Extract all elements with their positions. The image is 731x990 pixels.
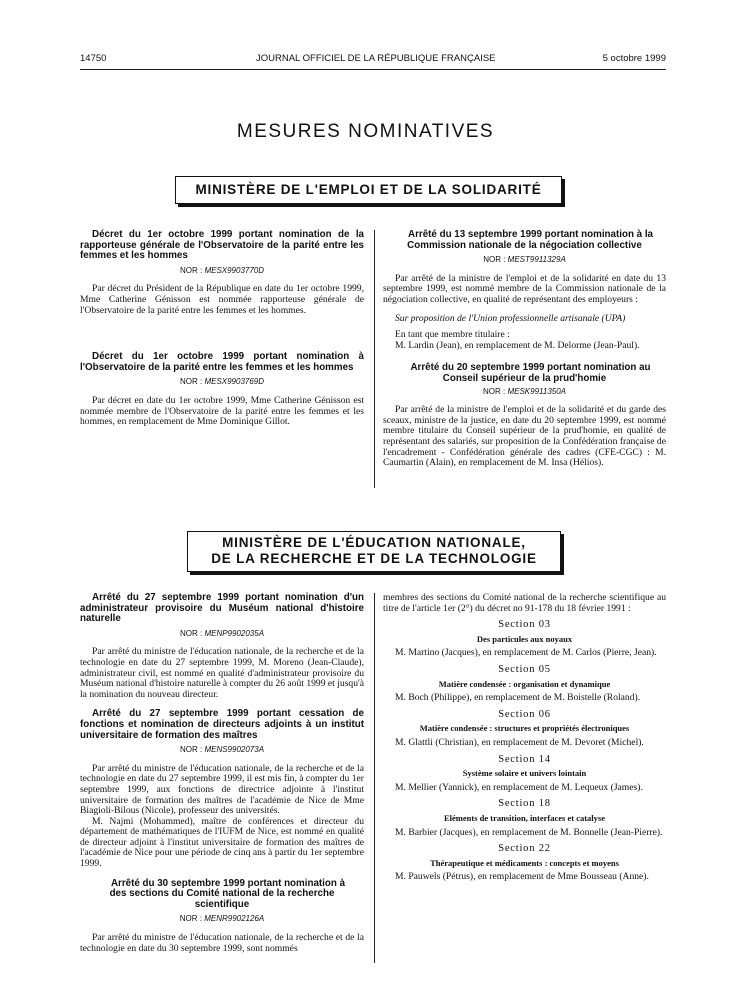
decree-article xyxy=(80,352,364,428)
article-body: Par arrêté de la ministre de l'emploi et de la solidarité et du garde des sceaux, ministre de la justice, en date du 20 septembre 1999, est nommé membre titulaire du Conseil supérieur de la prud'homie, en qualité de représentant des salariés, sur proposition de la Confédération française de l'encadrement - Confédération générale des cadres (CFE-CGC) : M. Caumartin (Alain), en remplacement de M. Insa (Hélios). xyxy=(383,404,666,469)
article-body: Par arrêté du ministre de l'éducation nationale, de la recherche et de la technologie en date du 27 septembre 1999, M. Moreno (Jean-Claude), administrateur civil, est nommé en qualité d'administrateur provisoire du Muséum national d'histoire naturelle à compter du 26 août 1999 et jusqu'à la nomination du nouveau directeur. xyxy=(80,646,365,700)
article-body: Par arrêté du ministre de l'éducation nationale, de la recherche et de la technologie en date du 27 septembre 1999, il est mis fin, à compter du 1er septembre 1999, aux fonctions de directrice adjointe à l'institut universitaire de formation des maîtres de l'académie de Nice de Mme Biagioli-Bilous (Nicole), professeur des universités. xyxy=(80,762,365,817)
section-subject: Système solaire et univers lointain xyxy=(462,768,587,779)
section-heading: Section 22 xyxy=(498,843,551,855)
ministry-box-education xyxy=(187,531,561,572)
m1-right-column xyxy=(383,230,666,469)
nor-reference: NOR : MESK9911350A xyxy=(482,386,567,396)
section-block xyxy=(383,799,666,838)
ministry-title-line2: DE LA RECHERCHE ET DE LA TECHNOLOGIE xyxy=(211,551,537,566)
column-divider xyxy=(374,230,375,488)
article-body: Par décret en date du 1er octobre 1999, Mme Catherine Génisson est nommée membre de l'Observatoire de la parité entre les femmes et les hommes, en remplacement de Mme Dominique Gillot. xyxy=(80,394,364,428)
issue-date: 5 octobre 1999 xyxy=(602,53,666,64)
arrete-article xyxy=(80,879,364,955)
article-title: Décret du 1er octobre 1999 portant nomination de la rapporteuse générale de l'Observatoire de la parité entre les femmes et les hommes xyxy=(80,229,364,262)
section-entry: M. Mellier (Yannick), en remplacement de M. Lequeux (James). xyxy=(395,781,643,793)
m1-left-column xyxy=(80,230,364,428)
section-block xyxy=(383,620,666,659)
article-title: Arrêté du 27 septembre 1999 portant cessation de fonctions et nomination de directeurs adjoints à un institut universitaire de formation des maîtres xyxy=(80,708,364,741)
nor-reference: NOR : MENS9902073A xyxy=(179,745,265,755)
ministry-title: MINISTÈRE DE L'EMPLOI ET DE LA SOLIDARITÉ xyxy=(195,182,542,197)
nor-reference: NOR : MESX9903769D xyxy=(179,377,265,387)
section-entry: M. Boch (Philippe), en remplacement de M. Boistelle (Roland). xyxy=(395,692,641,704)
section-heading: Section 03 xyxy=(498,619,551,631)
decree-article xyxy=(80,230,364,316)
section-block xyxy=(383,755,666,794)
section-block xyxy=(383,844,666,883)
article-title: Arrêté du 30 septembre 1999 portant nomination à des sections du Comité national de la recherche scientifique xyxy=(109,877,346,910)
m2-left-column xyxy=(80,593,364,954)
section-heading: Section 06 xyxy=(498,708,551,720)
article-body: Par arrêté du ministre de l'éducation nationale, de la recherche et de la technologie en date du 30 septembre 1999, sont nommés xyxy=(80,932,364,954)
article-title: Arrêté du 20 septembre 1999 portant nomination au Conseil supérieur de la prud'homie xyxy=(410,362,651,384)
section-heading: Section 14 xyxy=(498,753,551,765)
section-subject: Matière condensée : organisation et dynamique xyxy=(438,678,611,689)
page-number: 14750 xyxy=(80,53,107,64)
arrete-article xyxy=(383,363,666,468)
section-heading: Section 18 xyxy=(498,798,551,810)
arrete-article xyxy=(80,593,364,700)
nor-reference: NOR : MEST9911329A xyxy=(483,255,566,265)
journal-name: JOURNAL OFFICIEL DE LA RÉPUBLIQUE FRANÇAISE xyxy=(256,53,496,64)
section-entry: M. Barbier (Jacques), en remplacement de M. Bonnelle (Jean-Pierre). xyxy=(395,826,663,838)
section-heading: Section 05 xyxy=(498,663,551,675)
running-header xyxy=(80,53,666,67)
section-subject: Des particules aux noyaux xyxy=(476,633,573,644)
section-block xyxy=(383,710,666,749)
nor-reference: NOR : MENR9902126A xyxy=(179,914,265,924)
arrete-article xyxy=(80,709,364,869)
article-title: Arrêté du 27 septembre 1999 portant nomination d'un administrateur provisoire du Muséum national d'histoire naturelle xyxy=(80,592,364,625)
ministry-title-line1: MINISTÈRE DE L'ÉDUCATION NATIONALE, xyxy=(222,535,526,550)
section-entry: M. Glattli (Christian), en remplacement de M. Devoret (Michel). xyxy=(395,736,644,748)
m2-right-column xyxy=(383,593,666,883)
article-body: membres des sections du Comité national de la recherche scientifique au titre de l'article 1er (2°) du décret no 91-178 du 18 février 1991 : xyxy=(383,592,666,614)
section-block xyxy=(383,665,666,704)
arrete-article xyxy=(383,230,666,351)
section-subject: Matière condensée : structures et propriétés électroniques xyxy=(419,723,630,734)
article-body: Par arrêté de la ministre de l'emploi et de la solidarité en date du 13 septembre 1999, est nommé membre de la Commission nationale de la négociation collective, en qualité de représentant des employeurs : xyxy=(383,272,666,305)
article-title: Décret du 1er octobre 1999 portant nomination à l'Observatoire de la parité entre les femmes et les hommes xyxy=(80,351,364,373)
ministry-box-emploi xyxy=(175,176,562,204)
section-subject: Thérapeutique et médicaments : concepts et moyens xyxy=(430,857,619,868)
nor-reference: NOR : MESX9903770D xyxy=(179,265,265,275)
column-divider xyxy=(374,593,375,963)
section-entry: M. Pauwels (Pétrus), en remplacement de Mme Bousseau (Anne). xyxy=(395,871,649,883)
section-entry: M. Martino (Jacques), en remplacement de M. Carlos (Pierre, Jean). xyxy=(395,647,657,659)
article-subheading: Sur proposition de l'Union professionnelle artisanale (UPA) xyxy=(395,312,626,324)
article-line: En tant que membre titulaire : xyxy=(395,329,510,341)
nor-reference: NOR : MENP9902035A xyxy=(179,628,265,638)
article-title: Arrêté du 13 septembre 1999 portant nomination à la Commission nationale de la négociation collective xyxy=(407,229,653,251)
page-title: MESURES NOMINATIVES xyxy=(236,121,495,142)
article-body: M. Najmi (Mohammed), maître de conférences et directeur du département de mathématiques de l'IUFM de Nice, est nommé en qualité de directeur adjoint à l'institut universitaire de formation des maîtres de l'académie de Nice pour une période de cinq ans à partir du 1er septembre 1999. xyxy=(80,815,364,870)
header-rule xyxy=(80,69,666,70)
article-line: M. Lardin (Jean), en remplacement de M. Delorme (Jean-Paul). xyxy=(395,339,640,351)
section-subject: Eléments de transition, interfaces et catalyse xyxy=(444,812,605,823)
article-body: Par décret du Président de la République en date du 1er octobre 1999, Mme Catherine Génisson est nommée rapporteuse générale de l'Observatoire de la parité entre les femmes et les hommes. xyxy=(80,283,364,316)
